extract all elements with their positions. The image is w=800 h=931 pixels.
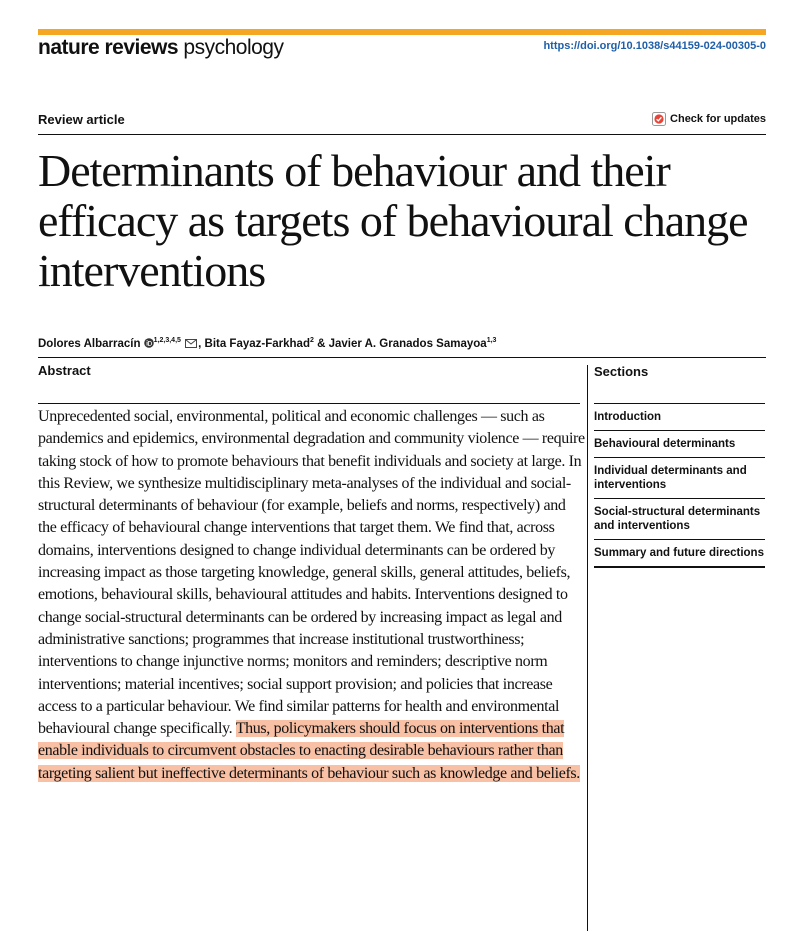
author-link[interactable]: Bita Fayaz-Farkhad (204, 337, 310, 350)
abstract-text (38, 406, 586, 785)
section-link-behavioural-determinants[interactable]: Behavioural determinants (594, 438, 736, 450)
author-separator: , (198, 337, 205, 350)
section-link-individual-determinants[interactable]: Individual determinants and interventions (594, 465, 747, 491)
sections-heading: Sections (594, 364, 649, 379)
sections-item (594, 498, 765, 539)
author-affiliations: 2 (309, 337, 314, 344)
article-title: Determinants of behaviour and their efficacy as targets of behavioural change interventions (38, 145, 748, 296)
sections-item (594, 430, 765, 457)
journal-title-bold: nature reviews (38, 36, 179, 59)
sections-item (594, 457, 765, 498)
author-affiliations: 1,2,3,4,5 (153, 337, 181, 344)
sections-nav (594, 403, 765, 568)
column-divider (587, 365, 588, 931)
authors-divider (38, 357, 766, 358)
author-link[interactable]: Javier A. Granados Samayoa (328, 337, 487, 350)
crossmark-icon (652, 112, 666, 126)
abstract-highlight: Thus, policymakers should focus on interventions that enable individuals to circumvent obstacles to enacting desirable behaviours rather than targeting salient but ineffective determinants of behaviour such as knowledge and beliefs. (38, 720, 580, 782)
orcid-icon[interactable] (144, 338, 154, 348)
mail-icon[interactable] (185, 339, 197, 348)
header-divider (38, 134, 766, 135)
section-link-summary[interactable]: Summary and future directions (594, 547, 764, 559)
section-link-social-structural-determinants[interactable]: Social-structural determinants and interventions (594, 506, 761, 532)
author-affiliations: 1,3 (486, 337, 497, 344)
author-separator: & (313, 337, 329, 350)
abstract-heading: Abstract (38, 363, 91, 378)
article-type: Review article (38, 112, 125, 127)
abstract-body: Unprecedented social, environmental, political and economic challenges — such as pandemics and epidemics, environmental degradation and community violence — require taking stock of how to promote behaviours that benefit individuals and society at large. In this Review, we synthesize multidisciplinary meta-analyses of the individual and social-structural determinants of behaviour (for example, beliefs and norms, respectively) and the efficacy of behavioural change interventions that target them. We find that, across domains, interventions designed to change individual determinants can be ordered by increasing impact as those targeting knowledge, general skills, general attitudes, beliefs, emotions, behavioural skills, behavioural attitudes and habits. Interventions designed to change social-structural determinants can be ordered by increasing impact as legal and administrative sanctions; programmes that increase institutional trustworthiness; interventions to change injunctive norms; monitors and reminders; descriptive norm interventions; material incentives; social support provision; and policies that increase access to a particular behaviour. We find similar patterns for health and environmental behavioural change specifically. (38, 408, 585, 738)
sections-item (594, 403, 765, 430)
check-for-updates-label: Check for updates (670, 113, 766, 125)
journal-title[interactable] (38, 36, 283, 60)
author-link[interactable]: Dolores Albarracín (38, 337, 141, 350)
section-link-introduction[interactable]: Introduction (594, 411, 662, 423)
sections-bottom-divider (594, 566, 765, 568)
check-for-updates-button[interactable] (652, 112, 766, 126)
abstract-divider (38, 403, 580, 404)
doi-link[interactable]: https://doi.org/10.1038/s44159-024-00305-0 (543, 40, 766, 52)
accent-bar (38, 29, 766, 35)
sections-item (594, 539, 765, 566)
author-list (38, 337, 496, 350)
journal-title-light: psychology (183, 36, 284, 59)
